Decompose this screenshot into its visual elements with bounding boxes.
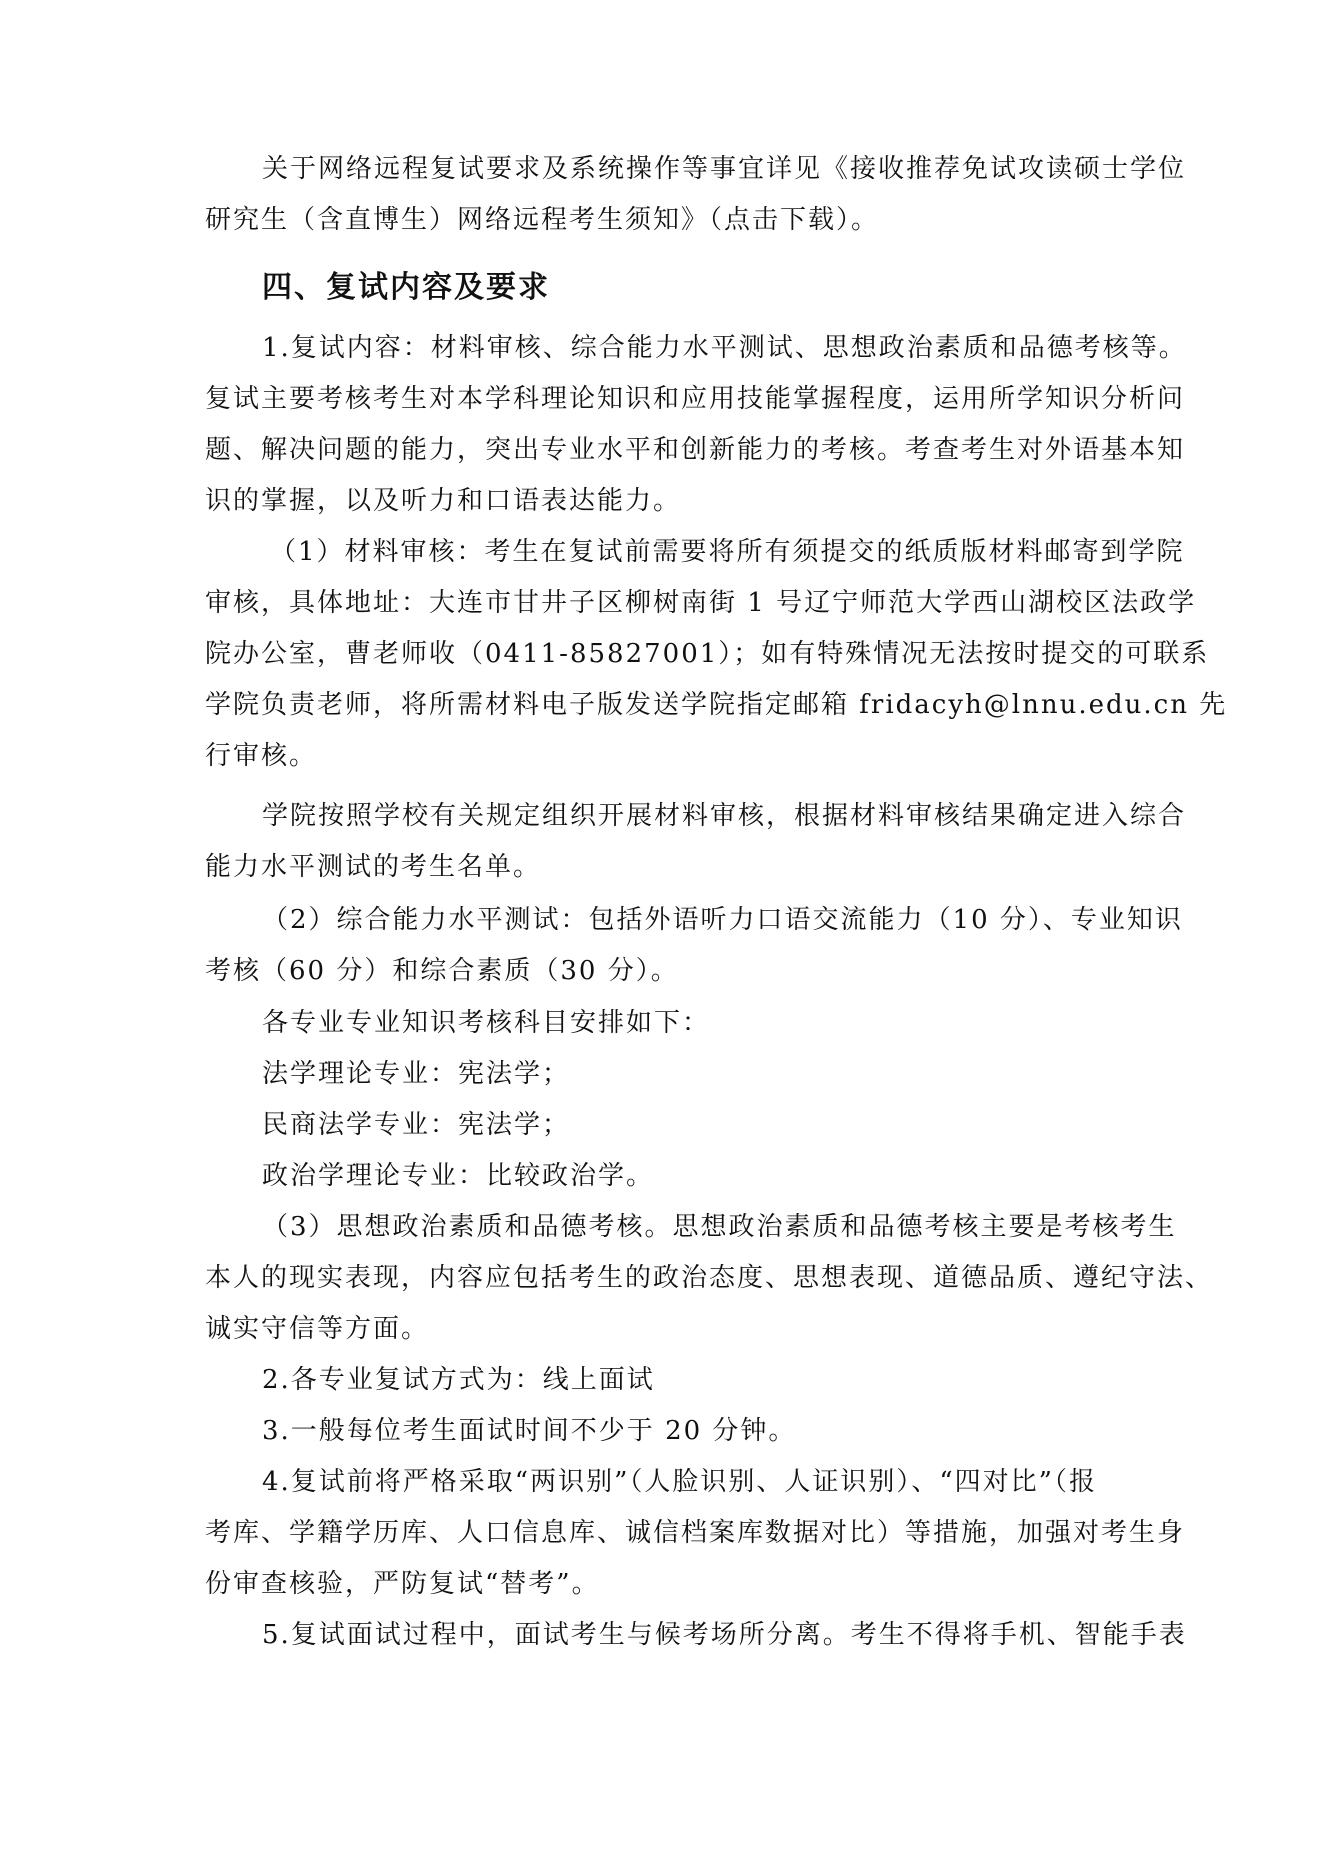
paragraph-line: 份审查核验，严防复试“替考”。 [205, 1569, 600, 1599]
paragraph-line: 考核（60 分）和综合素质（30 分）。 [205, 956, 679, 986]
paragraph-line: （3）思想政治素质和品德考核。思想政治素质和品德考核主要是考核考生 [262, 1212, 1177, 1242]
paragraph-line: 诚实守信等方面。 [205, 1314, 430, 1344]
paragraph-line: 行审核。 [205, 741, 318, 771]
intro-line-1 [262, 152, 1187, 186]
paragraph-line: 本人的现实表现，内容应包括考生的政治态度、思想表现、道德品质、遵纪守法、 [205, 1263, 1214, 1293]
paragraph-line: 政治学理论专业：比较政治学。 [262, 1161, 655, 1191]
paragraph-line: 考库、学籍学历库、人口信息库、诚信档案库数据对比）等措施，加强对考生身 [205, 1518, 1186, 1548]
notice-download-link[interactable]: 《接收推荐免试攻读硕士学位 [822, 154, 1187, 184]
paragraph-line: 学院按照学校有关规定组织开展材料审核，根据材料审核结果确定进入综合 [262, 801, 1187, 831]
paragraph-line: 能力水平测试的考生名单。 [205, 852, 542, 882]
paragraph-line: 民商法学专业：宪法学； [262, 1110, 571, 1140]
paragraph-line: 各专业专业知识考核科目安排如下： [262, 1008, 711, 1038]
notice-download-link-continued[interactable]: 研究生（含直博生）网络远程考生须知》 [205, 205, 710, 235]
paragraph-line: 审核，具体地址：大连市甘井子区柳树南街 1 号辽宁师范大学西山湖校区法政学 [205, 588, 1197, 618]
intro-text: 关于网络远程复试要求及系统操作等事宜详见 [262, 154, 823, 184]
paragraph-line: 院办公室，曹老师收（0411-85827001）；如有特殊情况无法按时提交的可联系 [205, 639, 1210, 669]
paragraph-line: 识的掌握，以及听力和口语表达能力。 [205, 486, 682, 516]
paragraph-line: 2.各专业复试方式为：线上面试 [262, 1365, 655, 1395]
paragraph-line: 1.复试内容：材料审核、综合能力水平测试、思想政治素质和品德考核等。 [262, 333, 1187, 363]
paragraph-line: 学院负责老师，将所需材料电子版发送学院指定邮箱 fridacyh@lnnu.edu.cn 先 [205, 690, 1228, 720]
download-hint: （点击下载）。 [709, 205, 880, 235]
paragraph-line: （2）综合能力水平测试：包括外语听力口语交流能力（10 分）、专业知识 [262, 905, 1183, 935]
paragraph-line: 5.复试面试过程中，面试考生与候考场所分离。考生不得将手机、智能手表 [262, 1620, 1187, 1650]
paragraph-line: 3.一般每位考生面试时间不少于 20 分钟。 [262, 1416, 797, 1446]
paragraph-line: 法学理论专业：宪法学； [262, 1059, 571, 1089]
paragraph-line: 4.复试前将严格采取“两识别”（人脸识别、人证识别）、“四对比”（报 [262, 1467, 1097, 1497]
paragraph-line: 复试主要考核考生对本学科理论知识和应用技能掌握程度，运用所学知识分析问 [205, 384, 1186, 414]
paragraph-line: （1）材料审核：考生在复试前需要将所有须提交的纸质版材料邮寄到学院 [270, 537, 1185, 567]
section-heading: 四、复试内容及要求 [262, 270, 550, 305]
intro-line-2 [205, 203, 1125, 237]
paragraph-line: 题、解决问题的能力，突出专业水平和创新能力的考核。考查考生对外语基本知 [205, 435, 1186, 465]
